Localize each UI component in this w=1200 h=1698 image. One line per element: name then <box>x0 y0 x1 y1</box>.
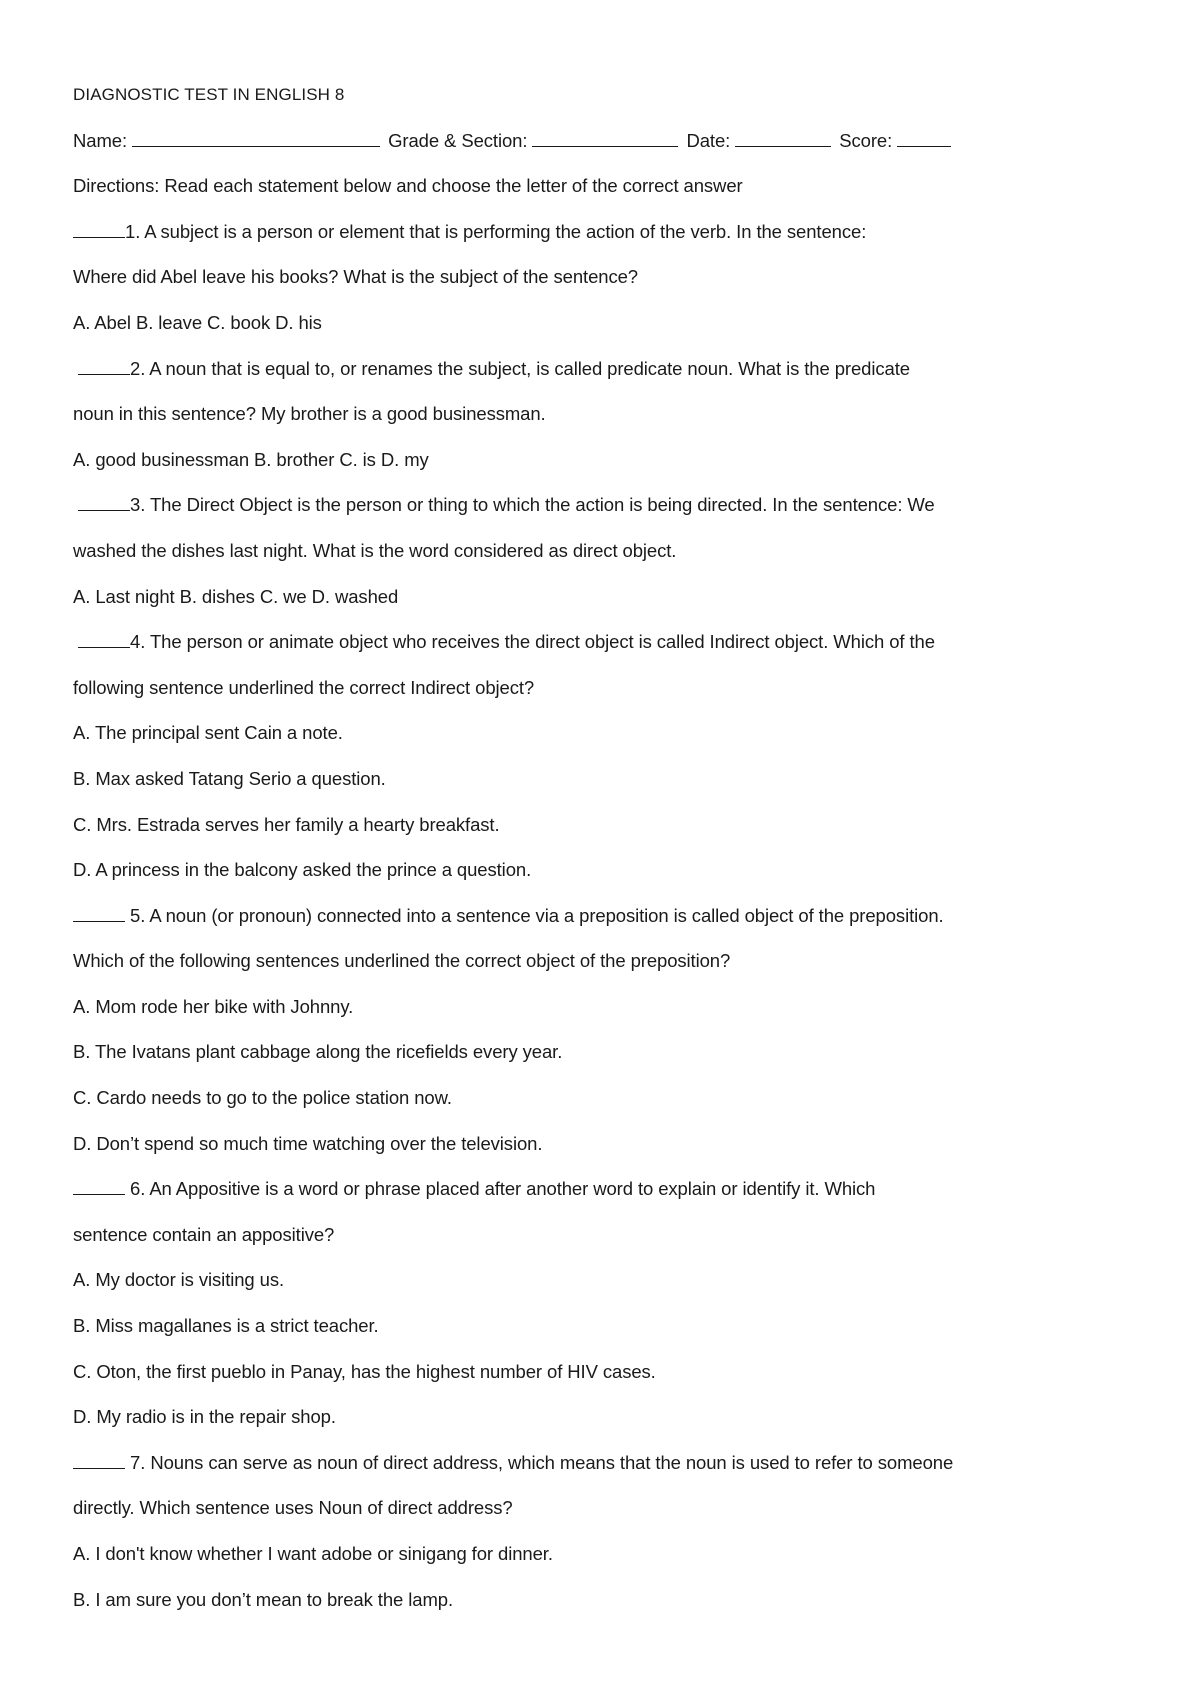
question-4-choice-b: B. Max asked Tatang Serio a question. <box>73 767 386 789</box>
question-6-choice-c: C. Oton, the first pueblo in Panay, has the highest number of HIV cases. <box>73 1360 656 1382</box>
answer-blank-4[interactable] <box>78 631 130 648</box>
date-blank[interactable] <box>735 130 831 147</box>
question-2-continuation: noun in this sentence? My brother is a good businessman. <box>73 403 546 425</box>
question-7-continuation: directly. Which sentence uses Noun of direct address? <box>73 1497 513 1519</box>
question-6-continuation: sentence contain an appositive? <box>73 1223 335 1245</box>
directions: Directions: Read each statement below and choose the letter of the correct answer <box>73 175 743 197</box>
question-4-continuation: following sentence underlined the correct Indirect object? <box>73 676 535 698</box>
question-6-choice-a: A. My doctor is visiting us. <box>73 1269 285 1291</box>
grade-section-blank[interactable] <box>532 130 678 147</box>
answer-blank-1[interactable] <box>73 221 125 238</box>
question-4-stem: 4. The person or animate object who receives the direct object is called Indirect object. Which of the <box>73 619 1133 665</box>
name-label: Name: <box>73 129 127 151</box>
test-page <box>73 72 1133 1622</box>
question-3-continuation: washed the dishes last night. What is the word considered as direct object. <box>73 539 677 561</box>
question-7-stem: 7. Nouns can serve as noun of direct address, which means that the noun is used to refer to someone <box>73 1440 1133 1486</box>
question-1-stem: 1. A subject is a person or element that is performing the action of the verb. In the sentence: <box>73 209 1133 255</box>
question-3-stem: 3. The Direct Object is the person or thing to which the action is being directed. In the sentence: We <box>73 482 1133 528</box>
student-info-row <box>73 118 1133 164</box>
question-4-choice-a: A. The principal sent Cain a note. <box>73 722 343 744</box>
score-label: Score: <box>839 129 893 151</box>
question-2-stem: 2. A noun that is equal to, or renames the subject, is called predicate noun. What is the predicate <box>73 346 1133 392</box>
grade-section-label: Grade & Section: <box>388 129 528 151</box>
answer-blank-3[interactable] <box>78 494 130 511</box>
question-5-choice-b: B. The Ivatans plant cabbage along the ricefields every year. <box>73 1041 563 1063</box>
question-5-continuation: Which of the following sentences underlined the correct object of the preposition? <box>73 950 731 972</box>
answer-blank-6[interactable] <box>73 1178 125 1195</box>
answer-blank-2[interactable] <box>78 358 130 375</box>
answer-blank-7[interactable] <box>73 1452 125 1469</box>
question-6-stem: 6. An Appositive is a word or phrase placed after another word to explain or identify it. Which <box>73 1166 1133 1212</box>
question-7-choice-b: B. I am sure you don’t mean to break the lamp. <box>73 1588 453 1610</box>
question-6-choice-d: D. My radio is in the repair shop. <box>73 1406 336 1428</box>
question-1-continuation: Where did Abel leave his books? What is the subject of the sentence? <box>73 266 638 288</box>
question-4-choice-d: D. A princess in the balcony asked the prince a question. <box>73 859 532 881</box>
question-1-choices: A. Abel B. leave C. book D. his <box>73 311 322 333</box>
page-title: DIAGNOSTIC TEST IN ENGLISH 8 <box>73 85 345 104</box>
question-5-choice-c: C. Cardo needs to go to the police station now. <box>73 1087 452 1109</box>
question-4-choice-c: C. Mrs. Estrada serves her family a hearty breakfast. <box>73 813 500 835</box>
question-2-choices: A. good businessman B. brother C. is D. my <box>73 448 429 470</box>
score-blank[interactable] <box>897 130 951 147</box>
question-3-choices: A. Last night B. dishes C. we D. washed <box>73 585 399 607</box>
name-blank[interactable] <box>132 130 380 147</box>
question-6-choice-b: B. Miss magallanes is a strict teacher. <box>73 1315 379 1337</box>
question-5-choice-a: A. Mom rode her bike with Johnny. <box>73 995 354 1017</box>
question-7-choice-a: A. I don't know whether I want adobe or sinigang for dinner. <box>73 1543 553 1564</box>
answer-blank-5[interactable] <box>73 905 125 922</box>
question-5-stem: 5. A noun (or pronoun) connected into a sentence via a preposition is called object of the preposition. <box>73 893 1133 939</box>
question-5-choice-d: D. Don’t spend so much time watching over the television. <box>73 1132 543 1154</box>
date-label: Date: <box>686 129 731 151</box>
